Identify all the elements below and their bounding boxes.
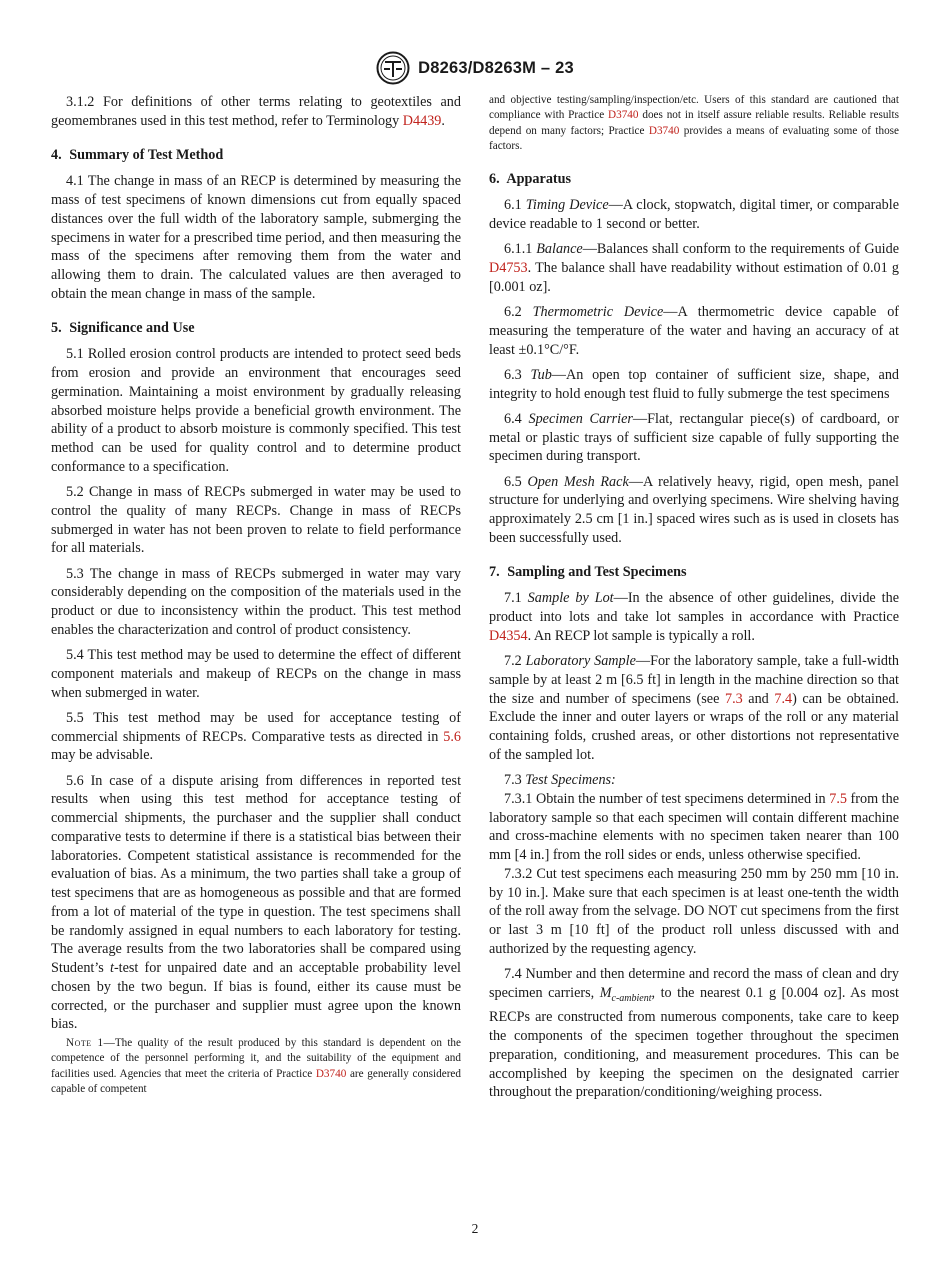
ref-link-d3740[interactable]: D3740 <box>315 1067 347 1080</box>
ref-link-d3740[interactable]: D3740 <box>648 124 680 137</box>
ref-link-d4354[interactable]: D4354 <box>489 627 528 644</box>
left-column <box>51 93 461 1104</box>
paragraph-5-2: 5.2 Change in mass of RECPs submerged in water may be used to control the quality of many RECPs. Change in mass of RECPs submerged in water has not been proven to relate to field performance for all materials. <box>51 484 462 557</box>
astm-logo-icon <box>376 51 410 85</box>
note-1-continued: and objective testing/sampling/inspection/etc. Users of this standard are cautioned that compliance with Practice D3740 does not in itself assure reliable results. Reliable results depend on many factors; Practice D3740 provides a means of evaluating some of those factors. <box>489 94 899 153</box>
paragraph-5-3: 5.3 The change in mass of RECPs submerged in water may vary considerably depending on the composition of the materials used in the product or due to inconsistency within the product. This test method enables the characterization and control of product consistency. <box>51 565 461 638</box>
ref-link-5-6[interactable]: 5.6 <box>443 728 461 745</box>
note-1: Note 1—The quality of the result produced by this standard is dependent on the competence of the personnel performing it, and the suitability of the equipment and facilities used. Agencies that meet the criteria of Practice D3740 are generally considered capable of competent <box>51 1037 461 1096</box>
paragraph-7-2: 7.2 Laboratory Sample—For the laboratory sample, take a full-width sample by at least 2 m [6.5 ft] in length in the machine direction so that the size and number of specimens (see 7.3 and 7.4) can be obtained. Exclude the inner and outer layers or wraps of the roll or any material containing folds, crushed areas, or other distortions not representative of the sampled lot. <box>489 653 900 763</box>
ref-link-d3740[interactable]: D3740 <box>608 109 639 122</box>
ref-link-d4753[interactable]: D4753 <box>489 260 528 277</box>
paragraph-6-2: 6.2 Thermometric Device—A thermometric device capable of measuring the temperature of the water and having an accuracy of at least ±0.1°C/°F. <box>489 304 900 358</box>
ref-link-7-3[interactable]: 7.3 <box>724 690 743 707</box>
ref-link-7-4[interactable]: 7.4 <box>774 690 793 707</box>
right-column <box>489 93 899 1109</box>
section-6-heading: 6. Apparatus <box>489 170 572 187</box>
paragraph-7-3-2: 7.3.2 Cut test specimens each measuring 250 mm by 250 mm [10 in. by 10 in.]. Make sure that each specimen is at least one-tenth the width of the roll away from the selvage. DO NOT cut specimens from the first or last 3 m [10 ft] of the product roll unless discussed with and authorized by the requesting agency. <box>489 865 900 957</box>
paragraph-6-3: 6.3 Tub—An open top container of sufficient size, shape, and integrity to hold enough test fluid to fully submerge the test specimens <box>489 366 900 402</box>
ref-link-d4439[interactable]: D4439 <box>402 112 442 129</box>
page-number: 2 <box>471 1221 479 1236</box>
paragraph-5-4: 5.4 This test method may be used to determine the effect of different component materials and makeup of RECPs on the change in mass when submerged in water. <box>51 647 461 701</box>
paragraph-7-4: 7.4 Number and then determine and record the mass of clean and dry specimen carriers, $M_{c-ambient}$, to the nearest 0.1 g [0.004 oz]. As most RECPs are constructed from numerous components, take care to keep the components of the specimen together throughout the specimen preparation, conditioning, and measurement procedures. This can be accomplished by keeping the specimen on the designated carrier throughout the preparation/conditioning/weighing process. <box>489 966 899 1101</box>
paragraph-5-1: 5.1 Rolled erosion control products are intended to protect seed beds from erosion and provide an environment that encourages seed germination. Maintaining a moist environment by gradually releasing absorbed moisture helps provide a beneficial growth environment. The ability of a product to absorb moisture is commonly specified. This test method can be used for quality control and to determine product conformance to a specification. <box>51 346 461 475</box>
ref-link-7-5[interactable]: 7.5 <box>829 790 847 807</box>
paragraph-6-1: 6.1 Timing Device—A clock, stopwatch, digital timer, or comparable device readable to 1 second or better. <box>489 197 900 233</box>
standard-designation: D8263/D8263M – 23 <box>418 58 574 77</box>
section-7-heading: 7. Sampling and Test Specimens <box>489 563 687 580</box>
paragraph-7-1: 7.1 Sample by Lot—In the absence of other guidelines, divide the product into lots and take lot samples in accordance with Practice D4354. An RECP lot sample is typically a roll. <box>489 590 899 644</box>
paragraph-7-3-1: 7.3.1 Obtain the number of test specimens determined in 7.5 from the laboratory sample so that each specimen will contain different machine and cross-machine elements with no specimen taken nearer than 100 mm [4 in.] from the roll sides or ends, unless otherwise specified. <box>489 790 900 864</box>
paragraph-6-4: 6.4 Specimen Carrier—Flat, rectangular piece(s) of cardboard, or metal or plastic trays of sufficient size capable of fully supporting the specimen during transport. <box>489 410 899 465</box>
page-header <box>0 50 950 86</box>
section-4-heading: 4. Summary of Test Method <box>51 146 224 163</box>
section-5-heading: 5. Significance and Use <box>51 319 195 336</box>
paragraph-4-1: 4.1 The change in mass of an RECP is determined by measuring the mass of test specimens of known dimensions cut from equally spaced distances over the full width of the laboratory sample, submerging the specimens in water for a prescribed time period, and then measuring the mass of the specimens after removing them from the water and allowing them to drain. The calculated values are then averaged to obtain the mean change in mass of the sample. <box>51 173 461 302</box>
paragraph-5-6: 5.6 In case of a dispute arising from differences in reported test results when using this test method for acceptance testing of commercial shipments, the purchaser and the supplier shall conduct comparative tests to determine if there is a statistical bias between their laboratories. Competent statistical assistance is recommended for the evaluation of bias. As a minimum, the two parties shall take a group of test specimens that are as homogeneous as possible and that are formed from a lot of material of the type in question. The test specimens shall be randomly assigned in equal numbers to each laboratory for testing. The average results from the two laboratories shall be compared using Student’s t-test for unpaired date and an acceptable probability level chosen by the two begun. If bias is found, either its cause must be corrected, or the purchaser and supplier must agree upon the known bias. <box>51 772 462 1033</box>
paragraph-7-3: 7.3 Test Specimens: <box>504 772 616 789</box>
paragraph-6-5: 6.5 Open Mesh Rack—A relatively heavy, rigid, open mesh, panel structure for underlying and overlying specimens. Wire shelving having approximately 2.5 cm [1 in.] spaced wires such as is used in closets has been successfully used. <box>489 473 899 546</box>
paragraph-6-1-1: 6.1.1 Balance—Balances shall conform to the requirements of Guide D4753. The balance shall have readability without estimation of 0.01 g [0.001 oz]. <box>489 241 899 295</box>
paragraph-5-5: 5.5 This test method may be used for acceptance testing of commercial shipments of RECPs. Comparative tests as directed in 5.6 may be advisable. <box>51 709 461 764</box>
paragraph-3-1-2: 3.1.2 For definitions of other terms relating to geotextiles and geomembranes used in this test method, refer to Terminology D4439. <box>51 94 461 129</box>
